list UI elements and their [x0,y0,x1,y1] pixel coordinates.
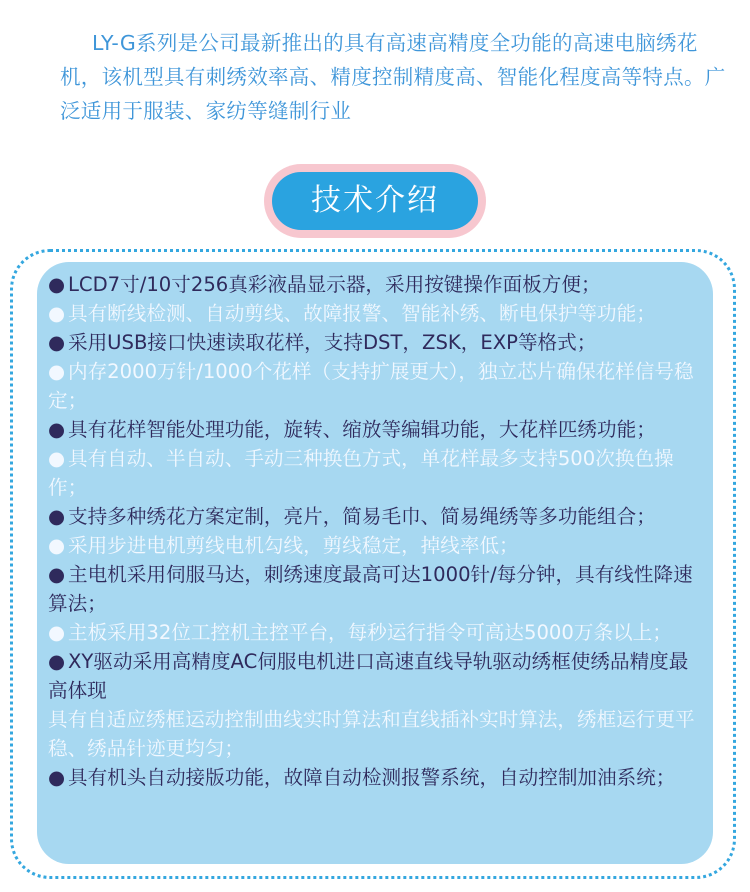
feature-text: 采用步进电机剪线电机勾线，剪线稳定，掉线率低； [68,534,519,557]
feature-item [48,299,706,328]
bullet-icon: ● [48,766,66,789]
feature-item [48,415,706,444]
bullet-icon: ● [48,505,66,528]
feature-item [48,763,706,792]
feature-list [48,270,706,792]
feature-text: 具有机头自动接版功能，故障自动检测报警系统，自动控制加油系统； [68,766,676,789]
feature-text: 内存2000万针/1000个花样（支持扩展更大），独立芯片确保花样信号稳定； [48,360,694,412]
feature-text: 采用USB接口快速读取花样，支持DST，ZSK，EXP等格式； [68,331,597,354]
feature-item [48,270,706,299]
feature-text: XY驱动采用高精度AC伺服电机进口高速直线导轨驱动绣框使绣品精度最高体现 [48,650,689,702]
bullet-icon: ● [48,650,66,673]
bullet-icon: ● [48,447,66,470]
feature-item-continuation [48,705,706,763]
bullet-icon: ● [48,360,66,383]
feature-item [48,647,706,705]
bullet-icon: ● [48,273,66,296]
intro-text: LY-G系列是公司最新推出的具有高速高精度全功能的高速电脑绣花机，该机型具有刺绣效率高、精度控制精度高、智能化程度高等特点。广泛适用于服装、家纺等缝制行业 [60,31,726,123]
bullet-icon: ● [48,302,66,325]
feature-text: 支持多种绣花方案定制，亮片，简易毛巾、简易绳绣等多功能组合； [68,505,656,528]
feature-text: 具有花样智能处理功能，旋转、缩放等编辑功能，大花样匹绣功能； [68,418,656,441]
feature-text: 主板采用32位工控机主控平台，每秒运行指令可高达5000万条以上； [68,621,672,644]
feature-item [48,357,706,415]
feature-text: 主电机采用伺服马达，刺绣速度最高可达1000针/每分钟，具有线性降速算法； [48,563,693,615]
bullet-icon: ● [48,621,66,644]
feature-text: LCD7寸/10寸256真彩液晶显示器，采用按键操作面板方便； [68,273,601,296]
bullet-icon: ● [48,331,66,354]
feature-item [48,618,706,647]
intro-paragraph [60,26,730,128]
feature-item [48,560,706,618]
feature-item [48,502,706,531]
feature-item [48,444,706,502]
feature-item [48,531,706,560]
feature-text: 具有自动、半自动、手动三种换色方式，单花样最多支持500次换色操作； [48,447,674,499]
bullet-icon: ● [48,563,66,586]
feature-text: 具有自适应绣框运动控制曲线实时算法和直线插补实时算法，绣框运行更平稳、绣品针迹更均匀； [48,708,695,760]
bullet-icon: ● [48,418,66,441]
bullet-icon: ● [48,534,66,557]
feature-text: 具有断线检测、自动剪线、故障报警、智能补绣、断电保护等功能； [68,302,656,325]
feature-item [48,328,706,357]
section-title: 技术介绍 [272,172,478,230]
